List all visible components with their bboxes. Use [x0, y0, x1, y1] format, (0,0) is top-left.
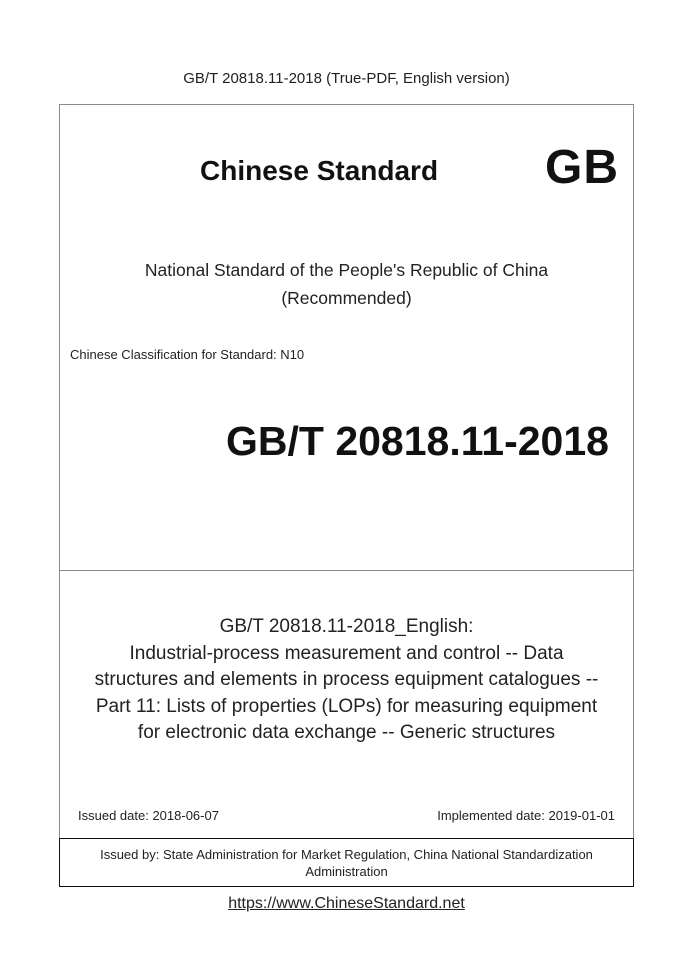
- title-line: GB/T 20818.11-2018_English:: [219, 616, 474, 637]
- document-title: [59, 614, 634, 747]
- gb-mark: GB: [545, 141, 619, 194]
- implemented-date: Implemented date: 2019-01-01: [437, 808, 615, 823]
- classification-label: Chinese Classification for Standard: N10: [70, 347, 305, 362]
- title-line: Part 11: Lists of properties (LOPs) for measuring equipment: [95, 695, 598, 717]
- standard-number: GB/T 20818.11-2018: [226, 418, 609, 464]
- issued-date: Issued date: 2018-06-07: [78, 808, 219, 823]
- issuer-line: Issued by: State Administration for Market Regulation, China National Standardization: [100, 847, 593, 862]
- title-line: Industrial-process measurement and control -- Data: [129, 642, 564, 664]
- section-divider: [60, 570, 633, 571]
- issuer-line: Administration: [305, 864, 388, 879]
- recommended-line: (Recommended): [281, 288, 412, 308]
- title-line: for electronic data exchange -- Generic structures: [137, 722, 556, 743]
- national-standard-label: [59, 256, 634, 312]
- page-header: GB/T 20818.11-2018 (True-PDF, English version): [183, 70, 510, 87]
- issuer-box: [59, 838, 634, 887]
- cover-heading: Chinese Standard: [200, 155, 439, 186]
- cover-frame: [59, 104, 634, 887]
- national-standard-line: National Standard of the People's Republic of China: [144, 260, 549, 280]
- title-line: structures and elements in process equipment catalogues --: [94, 669, 599, 690]
- website-link[interactable]: https://www.ChineseStandard.net: [228, 895, 465, 912]
